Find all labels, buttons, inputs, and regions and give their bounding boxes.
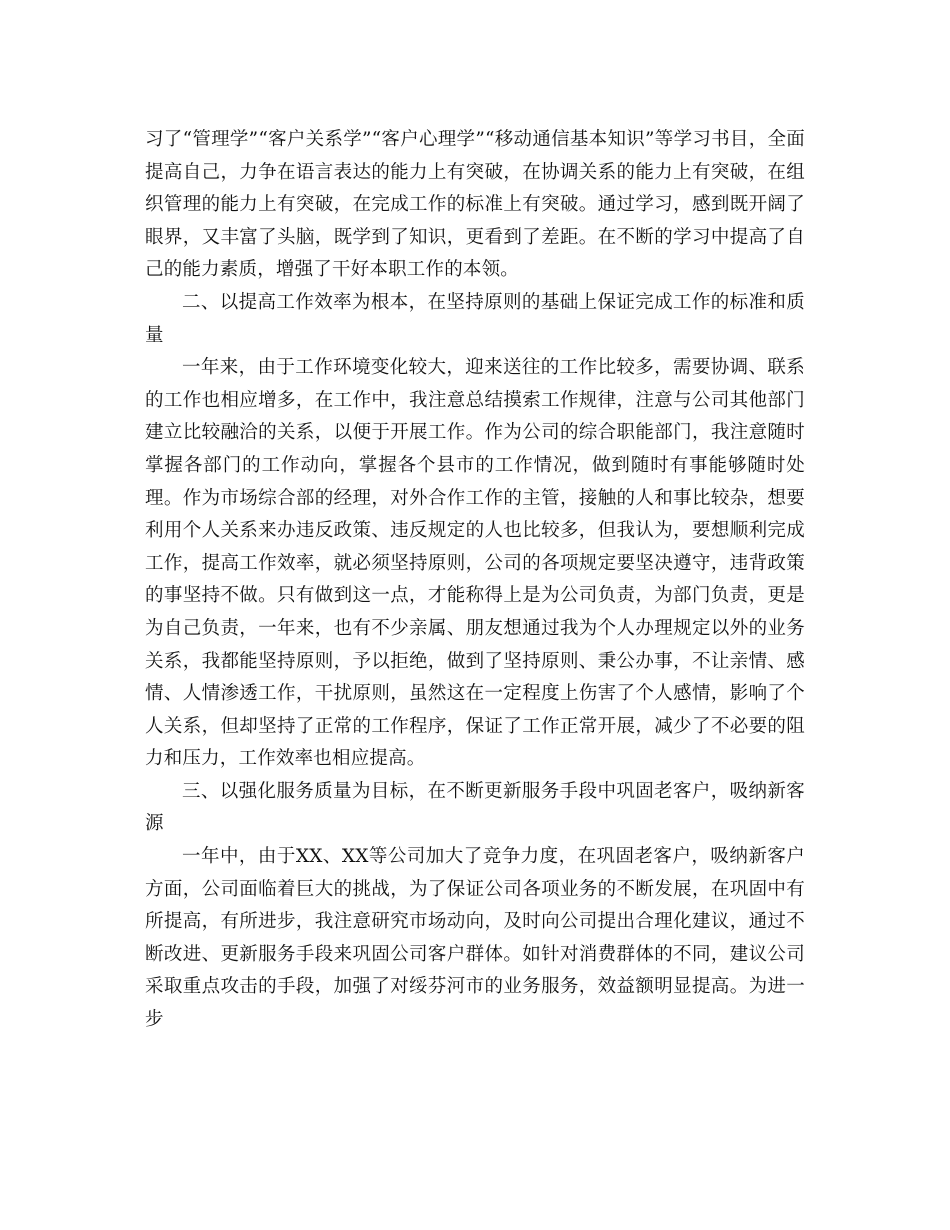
section-heading-service: 三、以强化服务质量为目标，在不断更新服务手段中巩固老客户，吸纳新客源 — [145, 780, 805, 835]
paragraph-study: 习了“管理学”“客户关系学”“客户心理学”“移动通信基本知识”等学习书目，全面提高自己，力争在语言表达的能力上有突破，在协调关系的能力上有突破，在组织管理的能力上有突破，在完成工作的标准上有突破。通过学习，感到既开阔了眼界，又丰富了头脑，既学到了知识，更看到了差距。在不断的学习中提高了自己的能力素质，增强了干好本职工作的本领。 — [145, 129, 805, 281]
paragraph-service: 一年中，由于XX、XX等公司加大了竞争力度，在巩固老客户，吸纳新客户方面，公司面临着巨大的挑战，为了保证公司各项业务的不断发展，在巩固中有所提高，有所进步，我注意研究市场动向，及时向公司提出合理化建议，通过不断改进、更新服务手段来巩固公司客户群体。如针对消费群体的不同，建议公司采取重点攻击的手段，加强了对绥芬河市的业务服务，效益额明显提高。为进一步 — [145, 846, 805, 1031]
section-heading-efficiency: 二、以提高工作效率为根本，在坚持原则的基础上保证完成工作的标准和质量 — [145, 291, 805, 346]
paragraph-efficiency: 一年来，由于工作环境变化较大，迎来送往的工作比较多，需要协调、联系的工作也相应增多，在工作中，我注意总结摸索工作规律，注意与公司其他部门建立比较融洽的关系，以便于开展工作。作为公司的综合职能部门，我注意随时掌握各部门的工作动向，掌握各个县市的工作情况，做到随时有事能够随时处理。作为市场综合部的经理，对外合作工作的主管，接触的人和事比较杂，想要利用个人关系来办违反政策、违反规定的人也比较多，但我认为，要想顺利完成工作，提高工作效率，就必须坚持原则，公司的各项规定要坚决遵守，违背政策的事坚持不做。只有做到这一点，才能称得上是为公司负责，为部门负责，更是为自己负责，一年来，也有不少亲属、朋友想通过我为个人办理规定以外的业务关系，我都能坚持原则，予以拒绝，做到了坚持原则、秉公办事，不让亲情、感情、人情渗透工作，干扰原则，虽然这在一定程度上伤害了个人感情，影响了个人关系，但却坚持了正常的工作程序，保证了工作正常开展，减少了不必要的阻力和压力，工作效率也相应提高。 — [145, 357, 805, 770]
document-body — [145, 124, 805, 1037]
